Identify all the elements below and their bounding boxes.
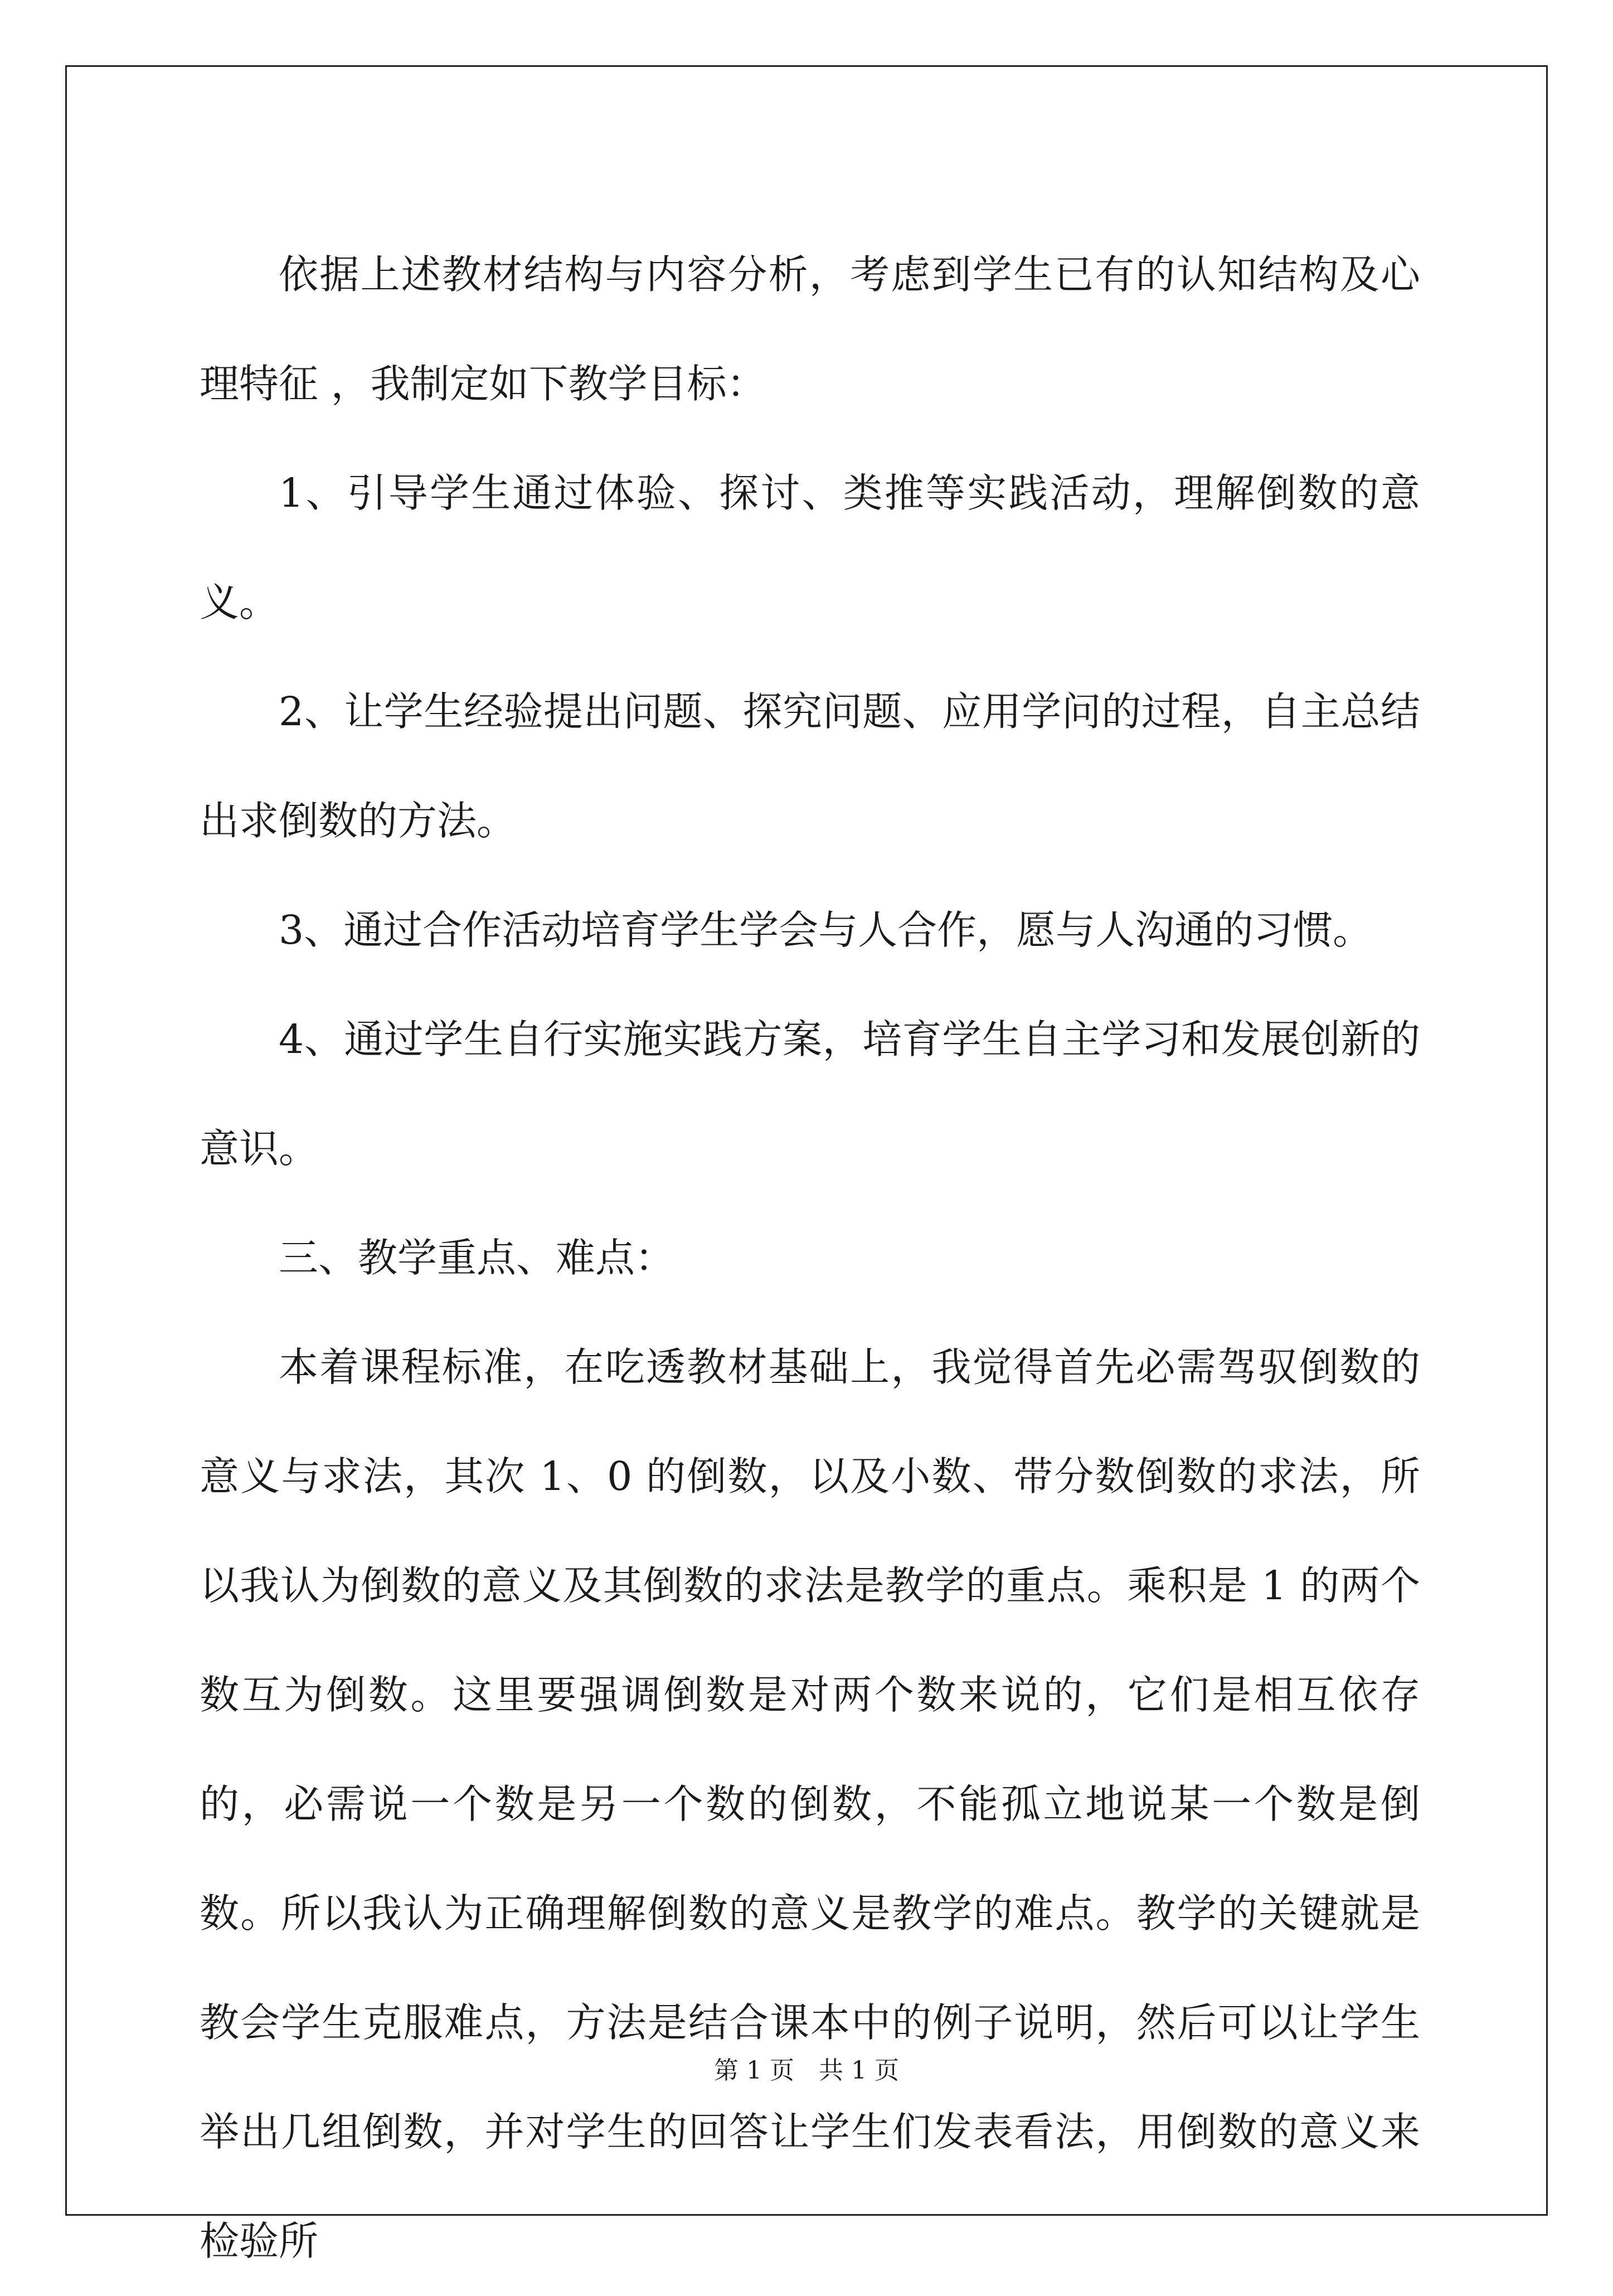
paragraph-objective-2: 2、让学生经验提出问题、探究问题、应用学问的过程，自主总结出求倒数的方法。 [200,688,1420,844]
paragraph-objectives-intro: 依据上述教材结构与内容分析，考虑到学生已有的认知结构及心理特征 ，我制定如下教学目标： [200,251,1420,407]
document-body [200,220,1420,2296]
section-heading-key-points: 三、教学重点、难点： [279,1235,675,1281]
paragraph-objective-3: 3、通过合作活动培育学生学会与人合作，愿与人沟通的习惯。 [279,907,1373,953]
paragraph-objective-4: 4、通过学生自行实施实践方案，培育学生自主学习和发展创新的意识。 [200,1016,1420,1172]
page-footer: 第 1 页 共 1 页 [714,2056,899,2085]
paragraph-objective-1: 1、引导学生通过体验、探讨、类推等实践活动，理解倒数的意义。 [200,470,1420,625]
paragraph-key-points: 本着课程标准，在吃透教材基础上，我觉得首先必需驾驭倒数的意义与求法，其次 1、0 的倒数，以及小数、带分数倒数的求法，所以我认为倒数的意义及其倒数的求法是教学的重点。乘积是 1 的两个数互为倒数。这里要强调倒数是对两个数来说的，它们是相互依存的，必需说一个数是另一个数的倒数，不能孤立地说某一个数是倒数。所以我认为正确理解倒数的意义是教学的难点。教学的关键就是教会学生克服难点，方法是结合课本中的例子说明，然后可以让学生举出几组倒数，并对学生的回答让学生们发表看法，用倒数的意义来检验所 [200,1344,1420,2264]
